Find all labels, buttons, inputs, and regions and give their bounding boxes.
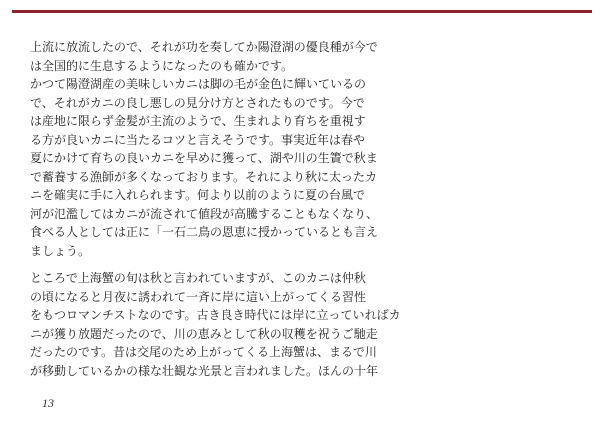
text-line: は産地に限らず金髪が主流のようで、生まれより育ちを重視す bbox=[30, 114, 366, 128]
page-number: 13 bbox=[42, 396, 54, 410]
top-rule bbox=[12, 10, 592, 13]
text-line: は全国的に生息するようになったのも確かです。 bbox=[30, 58, 294, 73]
text-line: をもつロマンチストなのです。古き良き時代には岸に立っていればカ bbox=[30, 308, 401, 322]
paragraph-gap bbox=[30, 260, 590, 269]
text-line: る方が良いカニに当たるコツと言えそうです。事実近年は春や bbox=[30, 132, 366, 147]
text-line: ましょう。 bbox=[30, 243, 91, 258]
text-line: だったのです。昔は交尾のため上がってくる上海蟹は、まるで川 bbox=[30, 345, 377, 359]
text-line: ニが獲り放題だったので、川の恵みとして秋の収穫を祝うご馳走 bbox=[30, 326, 378, 341]
text-line: の頃になると月夜に誘われて一斉に岸に這い上がってくる習性 bbox=[30, 289, 367, 304]
text-line: ニを確実に手に入れられます。何より以前のように夏の台風で bbox=[30, 188, 366, 202]
text-line: で蓄養する漁師が多くなっております。それにより秋に太ったカ bbox=[30, 169, 378, 184]
text-line: で、それがカニの良し悪しの見分け方とされたものです。今で bbox=[30, 95, 365, 110]
body-text bbox=[30, 38, 590, 378]
text-line: かつて陽澄湖産の美味しいカニは脚の毛が金色に輝いているの bbox=[30, 77, 367, 91]
text-line: 河が氾濫してはカニが流されて値段が高騰することもなくなり、 bbox=[30, 206, 379, 221]
text-line: 食べる人としては正に「一石二鳥の恩恵に授かっているとも言え bbox=[30, 225, 379, 239]
text-line: が移動しているかの様な壮観な光景と言われました。ほんの十年 bbox=[30, 363, 379, 378]
text-line: 夏にかけて育ちの良いカニを早めに獲って、湖や川の生簀で秋ま bbox=[30, 151, 378, 165]
text-line: 上流に放流したので、それが功を奏してか陽澄湖の優良種が今で bbox=[30, 40, 378, 54]
text-line: ところで上海蟹の旬は秋と言われていますが、このカニは仲秋 bbox=[30, 271, 366, 285]
